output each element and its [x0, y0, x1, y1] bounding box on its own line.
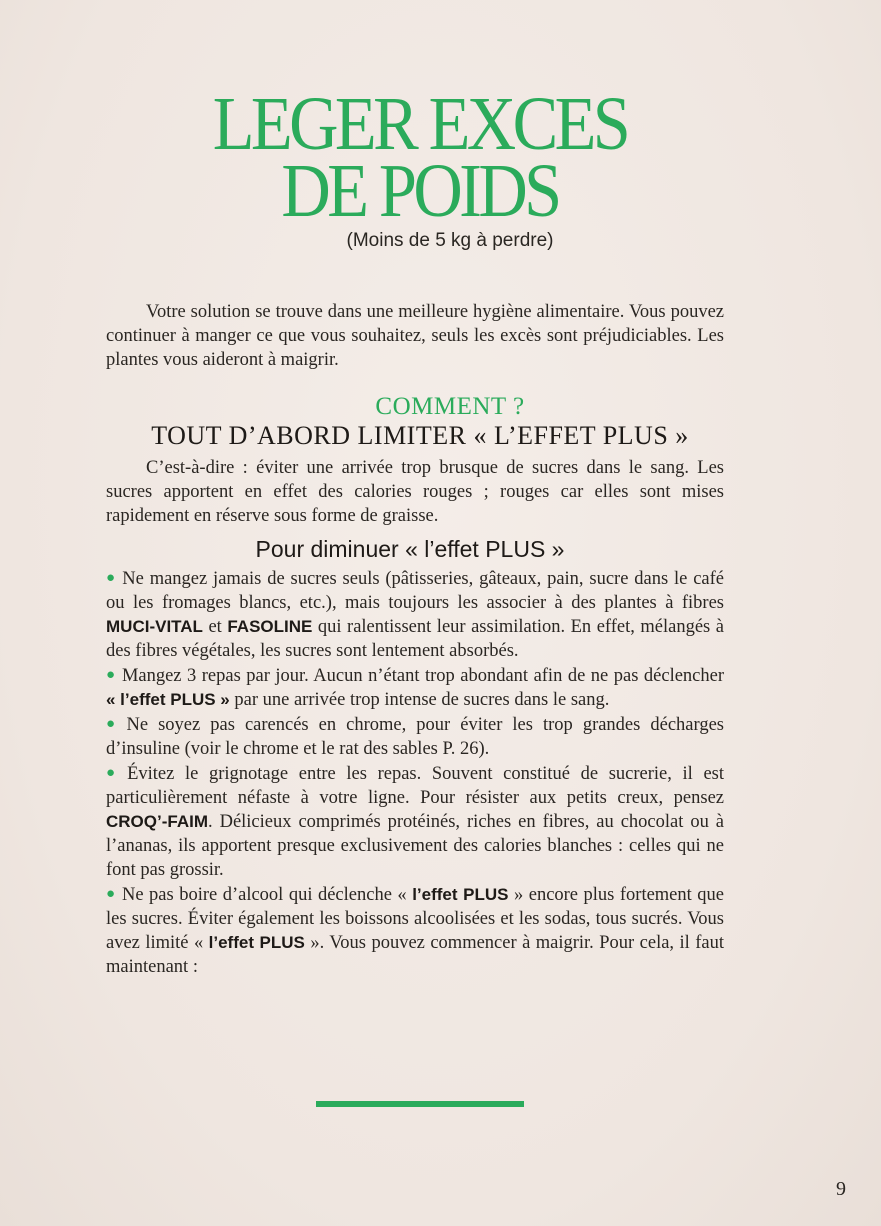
emphasis-text: l’effet PLUS [208, 933, 305, 952]
list-item [106, 712, 724, 761]
product-name: CROQ’-FAIM [106, 812, 208, 831]
bullet-dot-icon: ● [106, 570, 117, 586]
comment-heading: COMMENT ? [375, 393, 525, 420]
section-heading: TOUT D’ABORD LIMITER « L’EFFET PLUS » [151, 421, 689, 450]
page-title-line-2: DE POIDS [281, 149, 559, 233]
bullet-text: par une arrivée trop intense de sucres dans le sang. [229, 690, 610, 710]
page-title-line-1: LEGER EXCES [212, 82, 628, 166]
list-item [106, 566, 724, 663]
bullet-dot-icon: ● [106, 667, 116, 683]
list-item [106, 761, 724, 882]
bullet-dot-icon: ● [106, 886, 116, 902]
green-divider [316, 1101, 524, 1107]
bullet-text: et [202, 617, 228, 637]
bullet-text: Mangez 3 repas par jour. Aucun n’étant trop abondant afin de ne pas déclencher [121, 666, 724, 686]
product-name: MUCI-VITAL [106, 617, 203, 636]
section-paragraph: C’est-à-dire : éviter une arrivée trop brusque de sucres dans le sang. Les sucres apportent en effet des calories rouges ; rouges car elles sont mises rapidement en réserve sous forme de graisse. [106, 458, 724, 526]
sub-heading: Pour diminuer « l’effet PLUS » [255, 536, 565, 562]
bullet-text: » encore plus fortement que les sucres. Éviter également les boissons alcoolisées et les sodas, tous sucrés. Vous avez limité « [106, 885, 724, 953]
emphasis-text: « l’effet PLUS » [106, 690, 230, 709]
list-item [106, 882, 724, 979]
bullet-list [106, 566, 724, 979]
page-number: 9 [836, 1178, 846, 1200]
bullet-dot-icon: ● [106, 716, 121, 732]
bullet-text: ». Vous pouvez commencer à maigrir. Pour cela, il faut maintenant : [106, 933, 724, 977]
bullet-text: . Délicieux comprimés protéinés, riches en fibres, au chocolat ou à l’ananas, ils apportent presque exclusivement des calories blanches : celles qui ne font pas grossir. [106, 812, 724, 880]
bullet-text: Ne soyez pas carencés en chrome, pour éviter les trop grandes décharges d’insuline (voir le chrome et le rat des sables P. 26). [106, 715, 725, 759]
page-subtitle: (Moins de 5 kg à perdre) [346, 230, 554, 251]
product-name: FASOLINE [227, 617, 313, 636]
bullet-text: Évitez le grignotage entre les repas. Souvent constitué de sucrerie, il est particulièrement néfaste à votre ligne. Pour résister aux petits creux, pensez [106, 764, 725, 808]
intro-paragraph: Votre solution se trouve dans une meilleure hygiène alimentaire. Vous pouvez continuer à manger ce que vous souhaitez, seuls les excès sont préjudiciables. Les plantes vous aideront à maigrir. [106, 302, 724, 370]
list-item [106, 663, 724, 712]
bullet-text: Ne mangez jamais de sucres seuls (pâtisseries, gâteaux, pain, sucre dans le café ou les fromages blancs, etc.), mais toujours les associer à des plantes à fibres [106, 569, 725, 613]
bullet-text: Ne pas boire d’alcool qui déclenche « [121, 885, 413, 905]
bullet-dot-icon: ● [106, 765, 122, 781]
bullet-text: qui ralentissent leur assimilation. En effet, mélangés à des fibres végétales, les sucres sont lentement absorbés. [106, 617, 724, 661]
emphasis-text: l’effet PLUS [412, 885, 509, 904]
